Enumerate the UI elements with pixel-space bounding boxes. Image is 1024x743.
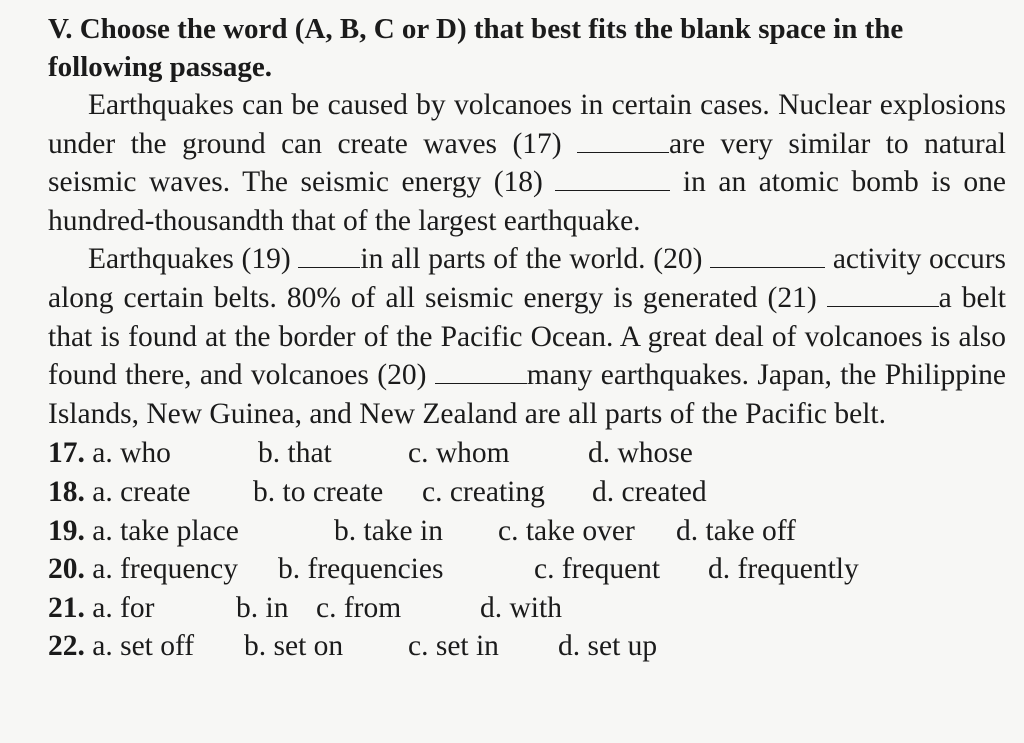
option-a[interactable]: a. frequency xyxy=(92,553,239,586)
question-row-17 xyxy=(48,434,1006,473)
blank-21[interactable] xyxy=(827,280,939,307)
option-c[interactable]: c. frequent xyxy=(534,553,661,586)
para2-text-1: Earthquakes (19) xyxy=(88,243,291,276)
para1-text-1: Earthquakes can be caused by volcanoes in certain cases. Nuclear explosions under the ground can create waves (17) xyxy=(48,89,1006,160)
blank-19[interactable] xyxy=(298,241,360,268)
blank-20b[interactable] xyxy=(435,357,527,384)
blank-18[interactable] xyxy=(555,164,670,191)
para2-text-3: activity occurs along certain belts. 80% of all seismic energy is generated (21) xyxy=(48,243,1007,314)
question-number: 22. a. set off xyxy=(48,630,195,663)
blank-20[interactable] xyxy=(710,241,825,268)
question-number: 21. a. for xyxy=(48,591,155,624)
option-d[interactable]: d. take off xyxy=(676,514,796,547)
para2-text-2: in all parts of the world. (20) xyxy=(360,243,703,276)
option-b[interactable]: b. frequencies xyxy=(278,553,444,586)
option-a[interactable]: a. for xyxy=(92,591,155,624)
option-c[interactable]: c. whom xyxy=(408,437,510,470)
section-heading: V. Choose the word (A, B, C or D) that best fits the blank space in the following passage. xyxy=(48,13,904,83)
option-c[interactable]: c. take over xyxy=(498,514,635,547)
question-row-19 xyxy=(48,512,1006,551)
blank-17[interactable] xyxy=(577,126,669,153)
option-b[interactable]: b. that xyxy=(258,437,332,470)
question-number: 20. a. frequency xyxy=(48,553,239,586)
question-row-20 xyxy=(48,550,1006,589)
question-row-18 xyxy=(48,473,1006,512)
passage-paragraph-1 xyxy=(48,86,1006,240)
passage-paragraph-2 xyxy=(48,240,1006,433)
question-number: 18. a. create xyxy=(48,475,191,508)
option-b[interactable]: b. in xyxy=(236,591,289,624)
option-b[interactable]: b. take in xyxy=(334,514,443,547)
para2-text-5: many earthquakes. Japan, the Philippine Islands, New Guinea, and New Zealand are all parts of the Pacific belt. xyxy=(48,359,1007,430)
option-a[interactable]: a. who xyxy=(92,437,171,470)
option-d[interactable]: d. created xyxy=(592,475,707,508)
answer-options xyxy=(48,434,1006,666)
option-c[interactable]: c. creating xyxy=(422,475,545,508)
option-a[interactable]: a. create xyxy=(92,475,191,508)
para2-text-4: a belt that is found at the border of the Pacific Ocean. A great deal of volcanoes is also found there, and volcanoes (20) xyxy=(48,281,1006,392)
option-d[interactable]: d. frequently xyxy=(708,553,859,586)
option-b[interactable]: b. set on xyxy=(244,630,344,663)
question-row-21 xyxy=(48,589,1006,628)
question-row-22 xyxy=(48,627,1006,666)
option-a[interactable]: a. set off xyxy=(92,630,195,663)
option-c[interactable]: c. set in xyxy=(408,630,499,663)
option-d[interactable]: d. set up xyxy=(558,630,658,663)
option-d[interactable]: d. whose xyxy=(588,437,693,470)
option-b[interactable]: b. to create xyxy=(253,475,384,508)
option-c[interactable]: c. from xyxy=(316,591,402,624)
question-number: 19. a. take place xyxy=(48,514,239,547)
para1-text-3: in an atomic bomb is one hundred-thousandth that of the largest earthquake. xyxy=(48,166,1006,237)
option-d[interactable]: d. with xyxy=(480,591,562,624)
option-a[interactable]: a. take place xyxy=(92,514,239,547)
para1-text-2: are very similar to natural seismic waves. The seismic energy (18) xyxy=(48,127,1006,199)
question-number: 17. a. who xyxy=(48,437,171,470)
